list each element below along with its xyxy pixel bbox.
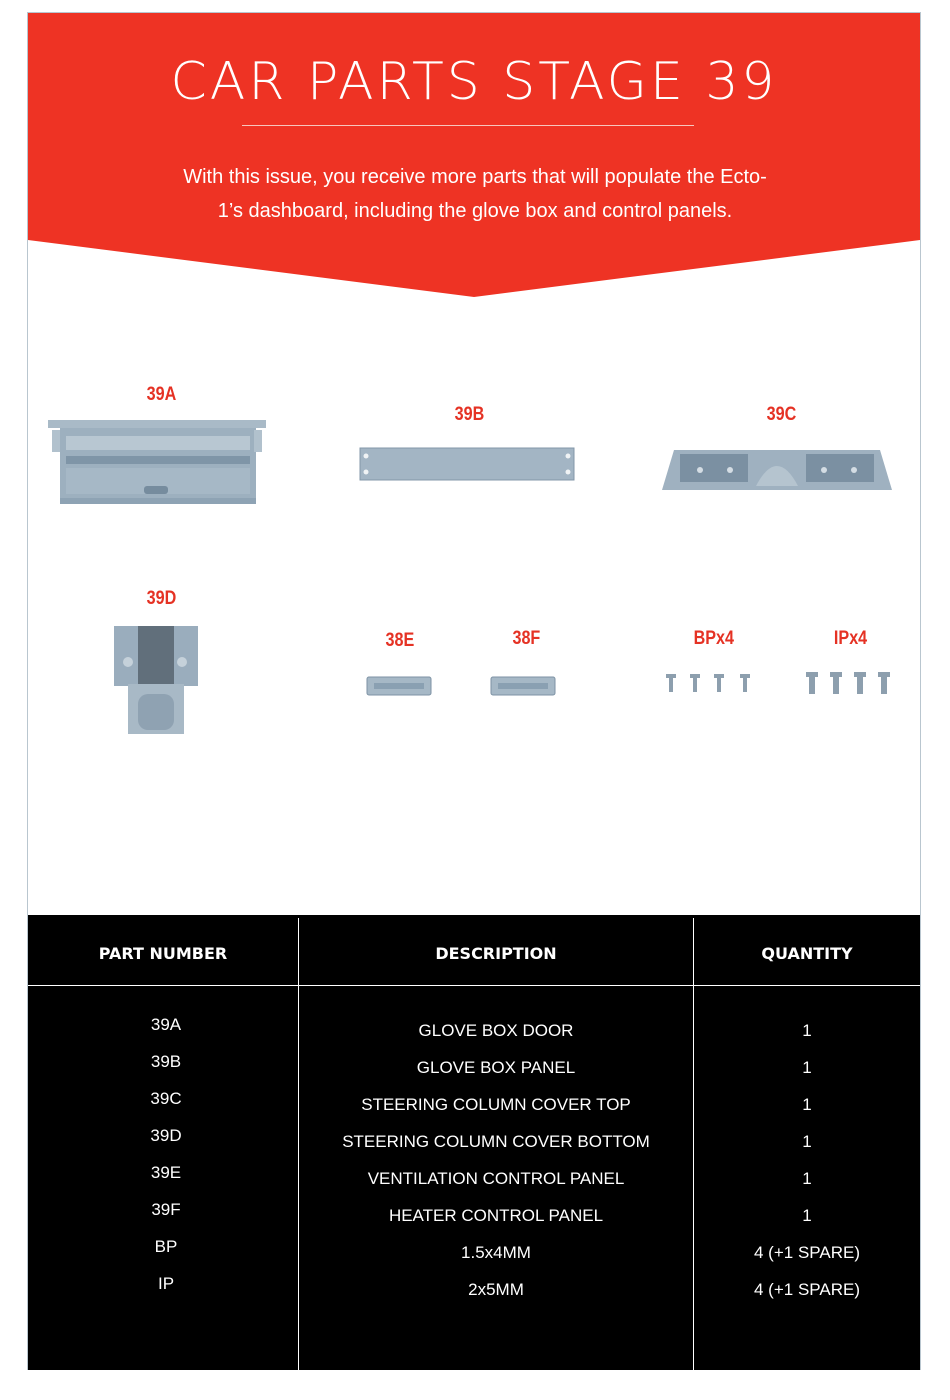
table-row-part: 39E (150, 1163, 182, 1182)
table-row-part: 39C (150, 1089, 182, 1108)
table-row-description: 1.5x4MM (461, 1243, 531, 1262)
part-label-38e: 38E (385, 630, 415, 651)
table-row-quantity: 1 (802, 1095, 812, 1114)
bp-screws-image (664, 672, 756, 694)
heater-panel-image (490, 675, 556, 697)
table-row-part: 39D (150, 1126, 182, 1145)
table-row-description: 2x5MM (468, 1280, 524, 1299)
table-row-quantity: 1 (802, 1058, 812, 1077)
part-label-39a: 39A (146, 384, 177, 405)
table-row-part: 39B (150, 1052, 182, 1071)
steering-cover-top-image (660, 446, 894, 496)
header-part-number: PART NUMBER (98, 944, 228, 963)
part-label-ip: IPx4 (833, 628, 868, 649)
table-row-description: GLOVE BOX PANEL (416, 1058, 576, 1077)
intro-line-1: With this issue, you receive more parts that will populate the Ecto- (183, 166, 767, 188)
part-label-38f: 38F (512, 628, 541, 649)
table-row-quantity: 1 (802, 1132, 812, 1151)
table-header-rule (28, 985, 920, 986)
ventilation-panel-image (366, 675, 432, 697)
table-row-quantity: 1 (802, 1021, 812, 1040)
intro-line-2: 1’s dashboard, including the glove box and control panels. (217, 200, 733, 222)
table-row-quantity: 1 (802, 1206, 812, 1225)
table-row-part: IP (157, 1274, 175, 1293)
table-row-description: VENTILATION CONTROL PANEL (367, 1169, 625, 1188)
intro-text (150, 160, 800, 228)
table-row-description: STEERING COLUMN COVER BOTTOM (342, 1132, 650, 1151)
table-row-part: BP (154, 1237, 178, 1256)
header-quantity: QUANTITY (761, 944, 853, 963)
page-title: CAR PARTS STAGE 39 (170, 52, 778, 112)
part-label-39d: 39D (146, 588, 177, 609)
table-row-quantity: 1 (802, 1169, 812, 1188)
steering-cover-bottom-image (112, 624, 200, 738)
table-row-part: 39A (150, 1015, 182, 1034)
part-label-39b: 39B (454, 404, 485, 425)
table-row-description: GLOVE BOX DOOR (418, 1021, 574, 1040)
ip-screws-image (804, 670, 896, 696)
table-row-quantity: 4 (+1 SPARE) (754, 1280, 860, 1299)
glove-box-door-image (48, 416, 266, 508)
title-divider (242, 125, 694, 126)
part-label-39c: 39C (766, 404, 797, 425)
table-row-description: HEATER CONTROL PANEL (388, 1206, 604, 1225)
part-label-bp: BPx4 (693, 628, 734, 649)
table-row-quantity: 4 (+1 SPARE) (754, 1243, 860, 1262)
table-row-description: STEERING COLUMN COVER TOP (361, 1095, 631, 1114)
header-description: DESCRIPTION (435, 944, 557, 963)
glove-box-panel-image (358, 446, 576, 482)
table-row-part: 39F (151, 1200, 181, 1219)
